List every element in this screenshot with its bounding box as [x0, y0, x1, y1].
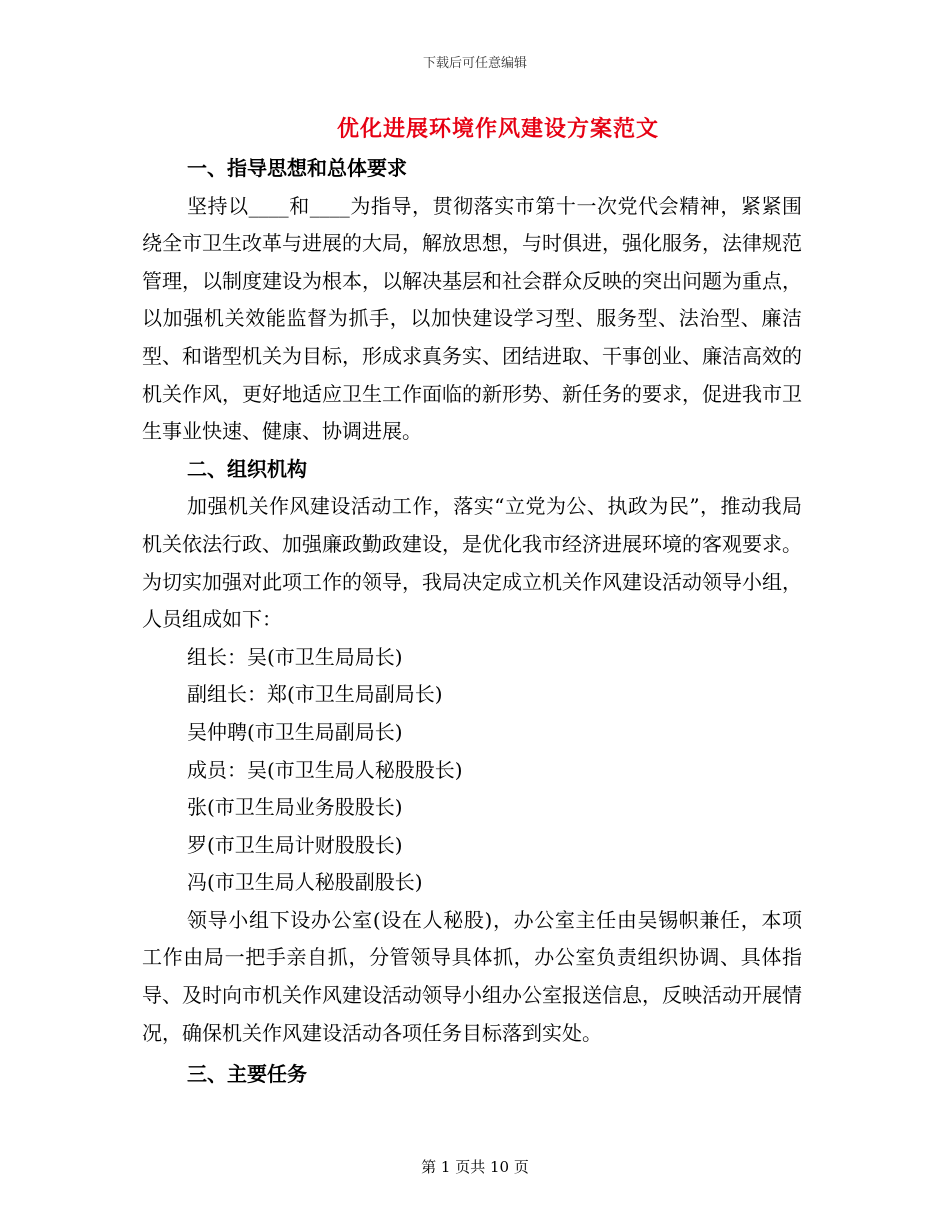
- member-item: 冯(市卫生局人秘股副股长): [187, 870, 423, 895]
- member-item: 组长：吴(市卫生局局长): [187, 644, 403, 669]
- header-note: 下载后可任意编辑: [422, 56, 527, 71]
- page-footer: 第 1 页共 10 页: [421, 1158, 529, 1176]
- document-title: 优化进展环境作风建设方案范文: [336, 116, 659, 142]
- section-heading-2: 二、组织机构: [187, 456, 307, 481]
- member-item: 张(市卫生局业务股股长): [187, 795, 403, 820]
- section-paragraph-3: 领导小组下设办公室(设在人秘股)，办公室主任由吴锡帜兼任，本项工作由局一把手亲自抓，分管领导具体抓，办公室负责组织协调、具体指导、及时向市机关作风建设活动领导小组办公室报送信息，反映活动开展情况，确保机关作风建设活动各项任务目标落到实处。: [142, 907, 802, 1045]
- section-paragraph-1: 坚持以____和____为指导，贯彻落实市第十一次党代会精神，紧紧围绕全市卫生改革与进展的大局，解放思想，与时俱进，强化服务，法律规范管理，以制度建设为根本，以解决基层和社会群众反映的突出问题为重点，以加强机关效能监督为抓手，以加快建设学习型、服务型、法治型、廉洁型、和谐型机关为目标，形成求真务实、团结进取、干事创业、廉洁高效的机关作风，更好地适应卫生工作面临的新形势、新任务的要求，促进我市卫生事业快速、健康、协调进展。: [142, 193, 802, 444]
- document-body: [142, 150, 802, 1094]
- member-item: 成员：吴(市卫生局人秘股股长): [187, 757, 463, 782]
- member-item: 罗(市卫生局计财股股长): [187, 832, 403, 857]
- section-heading-1: 一、指导思想和总体要求: [187, 156, 407, 180]
- section-paragraph-2: 加强机关作风建设活动工作，落实“立党为公、执政为民”，推动我局机关依法行政、加强廉政勤政建设，是优化我市经济进展环境的客观要求。为切实加强对此项工作的领导，我局决定成立机关作风建设活动领导小组，人员组成如下：: [142, 494, 802, 632]
- member-item: 副组长：郑(市卫生局副局长): [187, 682, 443, 707]
- member-item: 吴仲聘(市卫生局副局长): [187, 719, 403, 744]
- section-heading-3: 三、主要任务: [187, 1062, 307, 1087]
